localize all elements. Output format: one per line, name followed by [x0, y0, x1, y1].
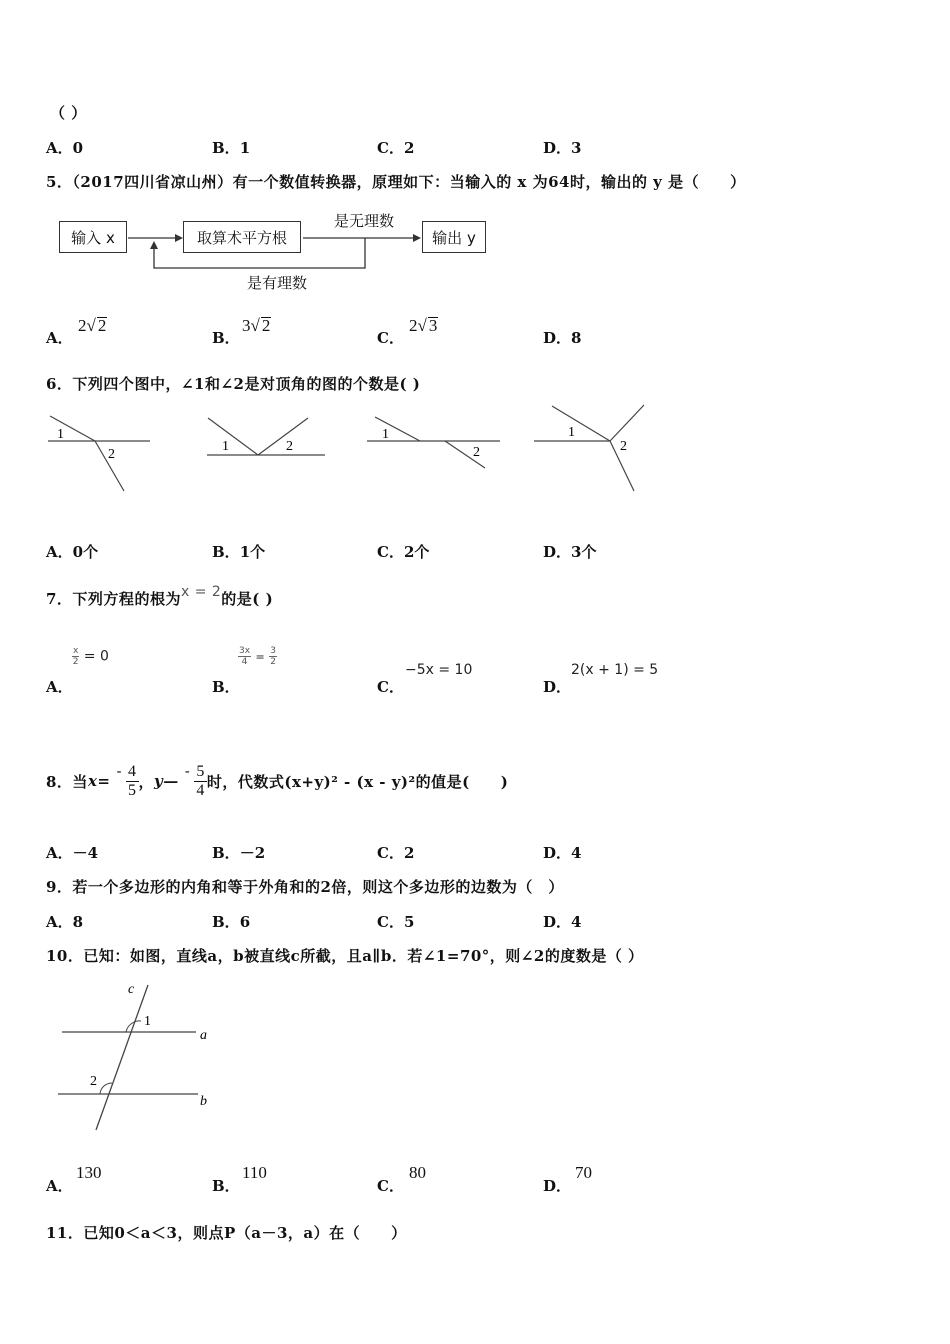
- fig4-label-1: 1: [568, 425, 575, 440]
- fig1-label-1: 1: [57, 427, 64, 442]
- flow-output-box: 输出 y: [422, 221, 486, 253]
- q10-option-d-value: 70: [575, 1163, 592, 1182]
- q7-option-b-expr: $\frac{3x}{4}$ = $\frac{3}{2}$: [239, 646, 276, 667]
- q10-stem: 10．已知：如图，直线a，b被直线c所截，且a∥b．若∠1=70°，则∠2的度数是（ ）: [46, 947, 644, 965]
- q7-stem: 7．下列方程的根为x = 2的是( ): [46, 584, 274, 608]
- q7-option-d-expr: 2(x + 1) = 5: [571, 662, 659, 678]
- q6-figure-3: [367, 417, 500, 468]
- flow-input-box: 输入 x: [59, 221, 127, 253]
- q10-option-a-value: 130: [76, 1163, 102, 1182]
- q4-tail: （ ）: [50, 104, 87, 122]
- q9-option-c[interactable]: C．5: [377, 913, 415, 931]
- fig4-label-2: 2: [620, 439, 627, 454]
- line-c-label: c: [128, 982, 135, 997]
- q10-option-c[interactable]: C．: [377, 1177, 404, 1195]
- q5-stem: 5．（2017四川省凉山州）有一个数值转换器，原理如下：当输入的 x 为64时，输出的 y 是（ ）: [46, 173, 746, 191]
- fig3-label-1: 1: [382, 427, 389, 442]
- q5-option-a-value: 2√ 2: [78, 316, 107, 335]
- q4-option-d[interactable]: D．3: [543, 139, 582, 157]
- q8-option-b[interactable]: B．－2: [212, 844, 266, 862]
- q6-figures: [40, 398, 660, 498]
- q5-option-b[interactable]: B．: [212, 329, 240, 347]
- fig2-label-1: 1: [222, 439, 229, 454]
- line-a-label: a: [200, 1028, 207, 1043]
- q5-option-a[interactable]: A．: [46, 329, 73, 347]
- q8-option-d[interactable]: D．4: [543, 844, 582, 862]
- q7-option-d[interactable]: D．: [543, 678, 572, 696]
- flow-label-rational: 是有理数: [247, 274, 308, 292]
- q4-option-a[interactable]: A．0: [46, 139, 84, 157]
- fig3-label-2: 2: [473, 445, 480, 460]
- q9-option-a[interactable]: A．8: [46, 913, 84, 931]
- q7-option-c[interactable]: C．: [377, 678, 404, 696]
- q4-option-c[interactable]: C．2: [377, 139, 415, 157]
- q6-stem: 6．下列四个图中，∠1和∠2是对顶角的图的个数是( ): [46, 375, 421, 393]
- q8-option-c[interactable]: C．2: [377, 844, 415, 862]
- fig2-label-2: 2: [286, 439, 293, 454]
- q7-option-b[interactable]: B．: [212, 678, 240, 696]
- q10-option-d[interactable]: D．: [543, 1177, 572, 1195]
- q5-option-c[interactable]: C．: [377, 329, 404, 347]
- q7-option-c-expr: −5x = 10: [405, 662, 473, 678]
- q10-option-b-value: 110: [242, 1163, 267, 1182]
- q7-option-a-expr: $\frac{x}{2}$ = 0: [72, 646, 109, 667]
- angle-2-label: 2: [90, 1074, 97, 1089]
- q8-option-a[interactable]: A．－4: [46, 844, 99, 862]
- flow-label-irrational: 是无理数: [334, 212, 395, 230]
- angle-1-label: 1: [144, 1014, 151, 1029]
- q9-option-d[interactable]: D．4: [543, 913, 582, 931]
- q11-stem: 11．已知0＜a＜3，则点P（a－3，a）在（ ）: [46, 1224, 407, 1242]
- q10-option-c-value: 80: [409, 1163, 426, 1182]
- q6-figure-2: [207, 418, 325, 455]
- q10-option-a[interactable]: A．: [46, 1177, 73, 1195]
- q10-figure: [50, 975, 230, 1140]
- q10-option-b[interactable]: B．: [212, 1177, 240, 1195]
- line-b-label: b: [200, 1094, 207, 1109]
- q5-option-b-value: 3√ 2: [242, 316, 271, 335]
- q6-option-d[interactable]: D．3个: [543, 543, 597, 561]
- q5-option-c-value: 2√ 3: [409, 316, 438, 335]
- q6-option-c[interactable]: C．2个: [377, 543, 430, 561]
- q9-option-b[interactable]: B．6: [212, 913, 251, 931]
- q4-option-b[interactable]: B．1: [212, 139, 251, 157]
- fig1-label-2: 2: [108, 447, 115, 462]
- flow-process-box: 取算术平方根: [183, 221, 301, 253]
- q6-figure-4: [534, 405, 644, 491]
- q7-root: x = 2: [180, 584, 222, 600]
- q6-option-b[interactable]: B．1个: [212, 543, 266, 561]
- q6-figure-1: [48, 416, 150, 491]
- q7-option-a[interactable]: A．: [46, 678, 73, 696]
- q9-stem: 9．若一个多边形的内角和等于外角和的2倍，则这个多边形的边数为（ ）: [46, 878, 564, 896]
- q5-option-d[interactable]: D．8: [543, 329, 582, 347]
- q6-option-a[interactable]: A．0个: [46, 543, 99, 561]
- q8-stem: 8．当 x= - $\frac{4}{5}$ ， y— - $\frac{5}{4}$ 时，代数式(x+y)² - (x - y)²的值是( ): [46, 762, 509, 799]
